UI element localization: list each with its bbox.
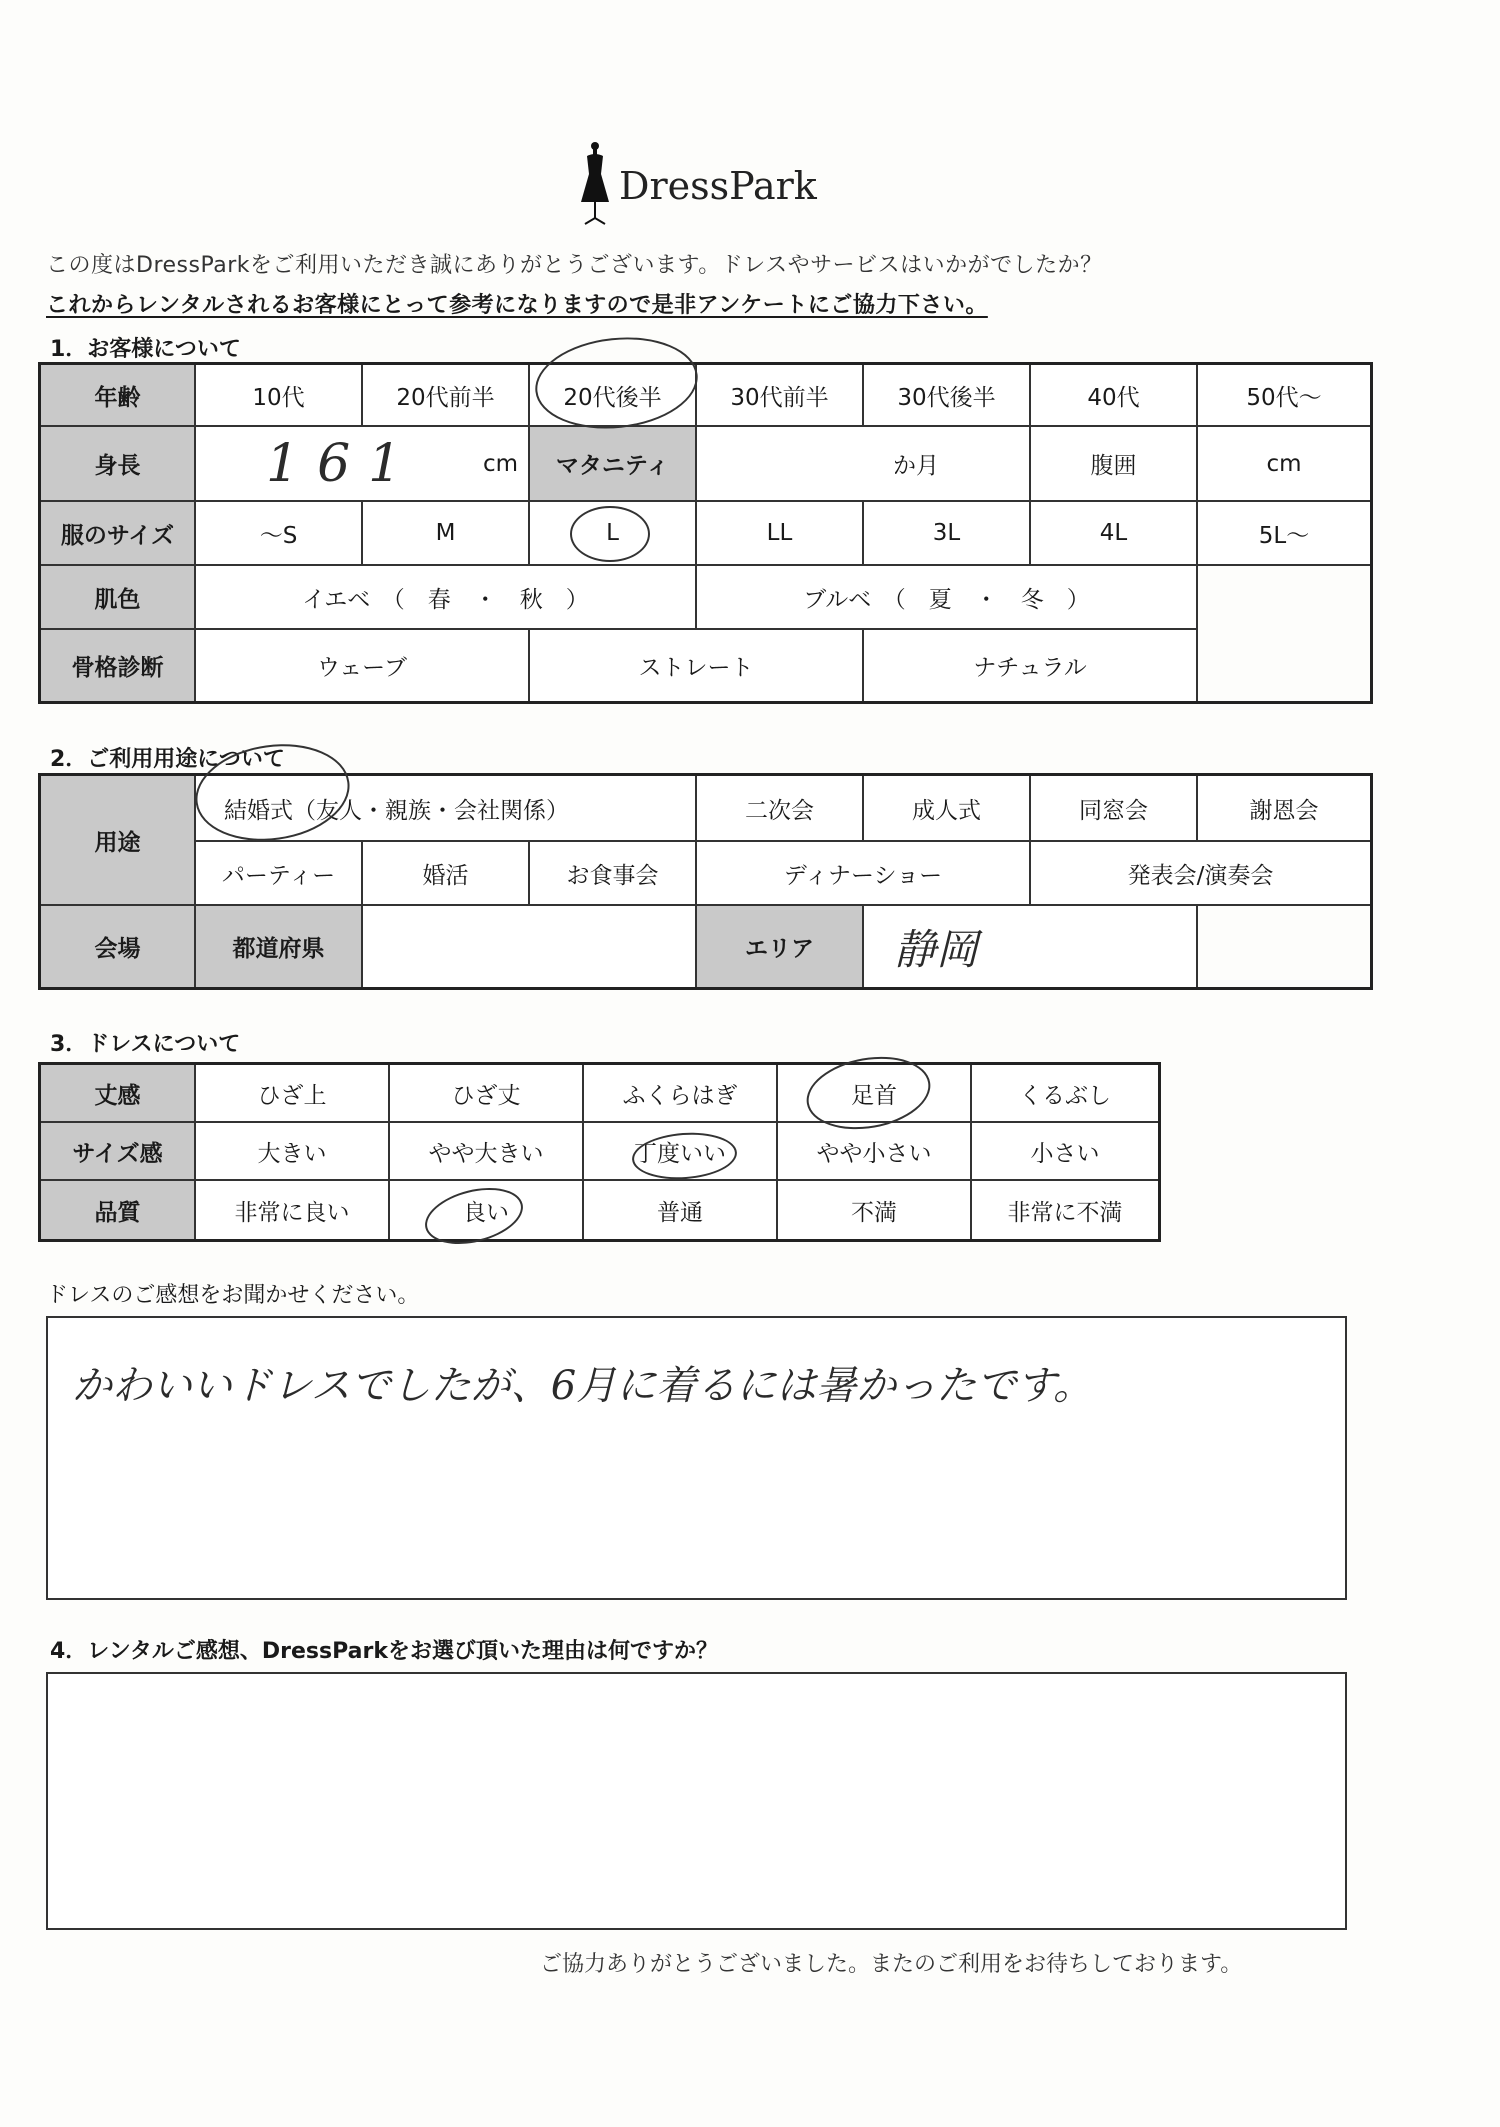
purpose-option[interactable]: パーティー	[196, 842, 363, 906]
fit-option[interactable]: 小さい	[972, 1123, 1158, 1181]
purpose-option[interactable]: 謝恩会	[1198, 776, 1370, 842]
length-option[interactable]: ひざ丈	[390, 1065, 584, 1123]
purpose-option[interactable]: お食事会	[530, 842, 697, 906]
height-field[interactable]	[196, 427, 530, 502]
size-option[interactable]: 5L～	[1198, 502, 1370, 566]
intro-line-1: この度はDressParkをご利用いただき誠にありがとうございます。ドレスやサービスはいかがでしたか？	[46, 253, 1103, 278]
frame-option[interactable]: ナチュラル	[864, 630, 1198, 701]
venue-empty	[1198, 906, 1370, 987]
age-option[interactable]: 20代前半	[363, 365, 530, 427]
quality-option[interactable]: 不満	[778, 1181, 972, 1239]
prefecture-label: 都道府県	[196, 906, 363, 987]
prefecture-field[interactable]	[363, 906, 697, 987]
frame-empty	[1198, 630, 1370, 701]
purpose-option[interactable]: 二次会	[697, 776, 864, 842]
quality-option[interactable]: 普通	[584, 1181, 778, 1239]
months-unit: か月	[893, 453, 939, 479]
length-option[interactable]: ふくらはぎ	[584, 1065, 778, 1123]
area-field[interactable]	[864, 906, 1198, 987]
frame-option[interactable]: ストレート	[530, 630, 864, 701]
dress-table	[38, 1062, 1161, 1242]
purpose-option[interactable]: 成人式	[864, 776, 1031, 842]
frame-option[interactable]: ウェーブ	[196, 630, 530, 701]
footer-thanks: ご協力ありがとうございました。またのご利用をお待ちしております。	[540, 1952, 1243, 1977]
skin-label: 肌色	[41, 566, 196, 630]
size-option[interactable]: 4L	[1031, 502, 1198, 566]
selection-circle-size	[570, 506, 650, 562]
skin-blue-option[interactable]: ブルベ （ 夏 ・ 冬 ）	[697, 566, 1198, 630]
size-option[interactable]: M	[363, 502, 530, 566]
area-label: エリア	[697, 906, 864, 987]
customer-info-table	[38, 362, 1373, 704]
height-value: 161	[266, 433, 420, 494]
quality-option[interactable]: 非常に良い	[196, 1181, 390, 1239]
fit-option[interactable]: 大きい	[196, 1123, 390, 1181]
size-option[interactable]: 3L	[864, 502, 1031, 566]
waist-unit: cm	[1266, 450, 1302, 477]
purpose-option[interactable]: ディナーショー	[697, 842, 1031, 906]
purpose-label: 用途	[41, 776, 196, 906]
dresspark-logo	[577, 140, 827, 230]
section-4-title: 4．レンタルご感想、DressParkをお選び頂いた理由は何ですか？	[50, 1639, 718, 1664]
fit-option[interactable]: やや大きい	[390, 1123, 584, 1181]
fit-label: サイズ感	[41, 1123, 196, 1181]
quality-option-selected[interactable]: 良い	[390, 1181, 584, 1239]
fit-option-selected[interactable]: 丁度いい	[584, 1123, 778, 1181]
purpose-option[interactable]: 同窓会	[1031, 776, 1198, 842]
quality-option[interactable]: 非常に不満	[1007, 1199, 1123, 1226]
waist-label: 腹囲	[1031, 427, 1198, 502]
age-option[interactable]: 40代	[1031, 365, 1198, 427]
age-option-selected[interactable]: 20代後半	[530, 365, 697, 427]
size-option-selected[interactable]: L	[530, 502, 697, 566]
age-option[interactable]: 30代前半	[697, 365, 864, 427]
dress-form-icon	[577, 140, 613, 230]
maternity-label: マタニティ	[530, 427, 697, 502]
purpose-option-selected[interactable]: 結婚式（友人・親族・会社関係）	[196, 776, 697, 842]
skin-yellow-option[interactable]: イエベ （ 春 ・ 秋 ）	[196, 566, 697, 630]
dress-comment-text: かわいいドレスでしたが、6月に着るには暑かったです。	[72, 1363, 1094, 1409]
maternity-field[interactable]	[697, 427, 1031, 502]
waist-field[interactable]	[1198, 427, 1370, 502]
age-label: 年齢	[41, 365, 196, 427]
section-2-title: 2．ご利用用途について	[50, 747, 285, 772]
height-label: 身長	[41, 427, 196, 502]
length-option[interactable]: ひざ上	[196, 1065, 390, 1123]
dress-comment-box[interactable]	[46, 1316, 1347, 1600]
logo-text: DressPark	[619, 164, 817, 208]
size-option[interactable]: LL	[697, 502, 864, 566]
section-3-title: 3．ドレスについて	[50, 1032, 241, 1057]
dress-comment-prompt: ドレスのご感想をお聞かせください。	[46, 1283, 420, 1308]
length-option-selected[interactable]: 足首	[778, 1065, 972, 1123]
length-option[interactable]: くるぶし	[972, 1065, 1158, 1123]
height-unit: cm	[482, 450, 518, 477]
fit-option[interactable]: やや小さい	[778, 1123, 972, 1181]
quality-label: 品質	[41, 1181, 196, 1239]
age-option[interactable]: 50代～	[1198, 365, 1370, 427]
size-label: 服のサイズ	[41, 502, 196, 566]
section-1-title: 1．お客様について	[50, 337, 241, 362]
age-option[interactable]: 30代後半	[864, 365, 1031, 427]
size-option[interactable]: ～S	[196, 502, 363, 566]
skin-empty	[1198, 566, 1370, 630]
area-value: 静岡	[894, 924, 979, 974]
length-label: 丈感	[41, 1065, 196, 1123]
age-option[interactable]: 10代	[196, 365, 363, 427]
venue-label: 会場	[41, 906, 196, 987]
purpose-option[interactable]: 発表会/演奏会	[1031, 842, 1370, 906]
purpose-option[interactable]: 婚活	[363, 842, 530, 906]
frame-label: 骨格診断	[41, 630, 196, 701]
rental-comment-box[interactable]	[46, 1672, 1347, 1930]
intro-line-2: これからレンタルされるお客様にとって参考になりますので是非アンケートにご協力下さい。	[46, 293, 988, 318]
